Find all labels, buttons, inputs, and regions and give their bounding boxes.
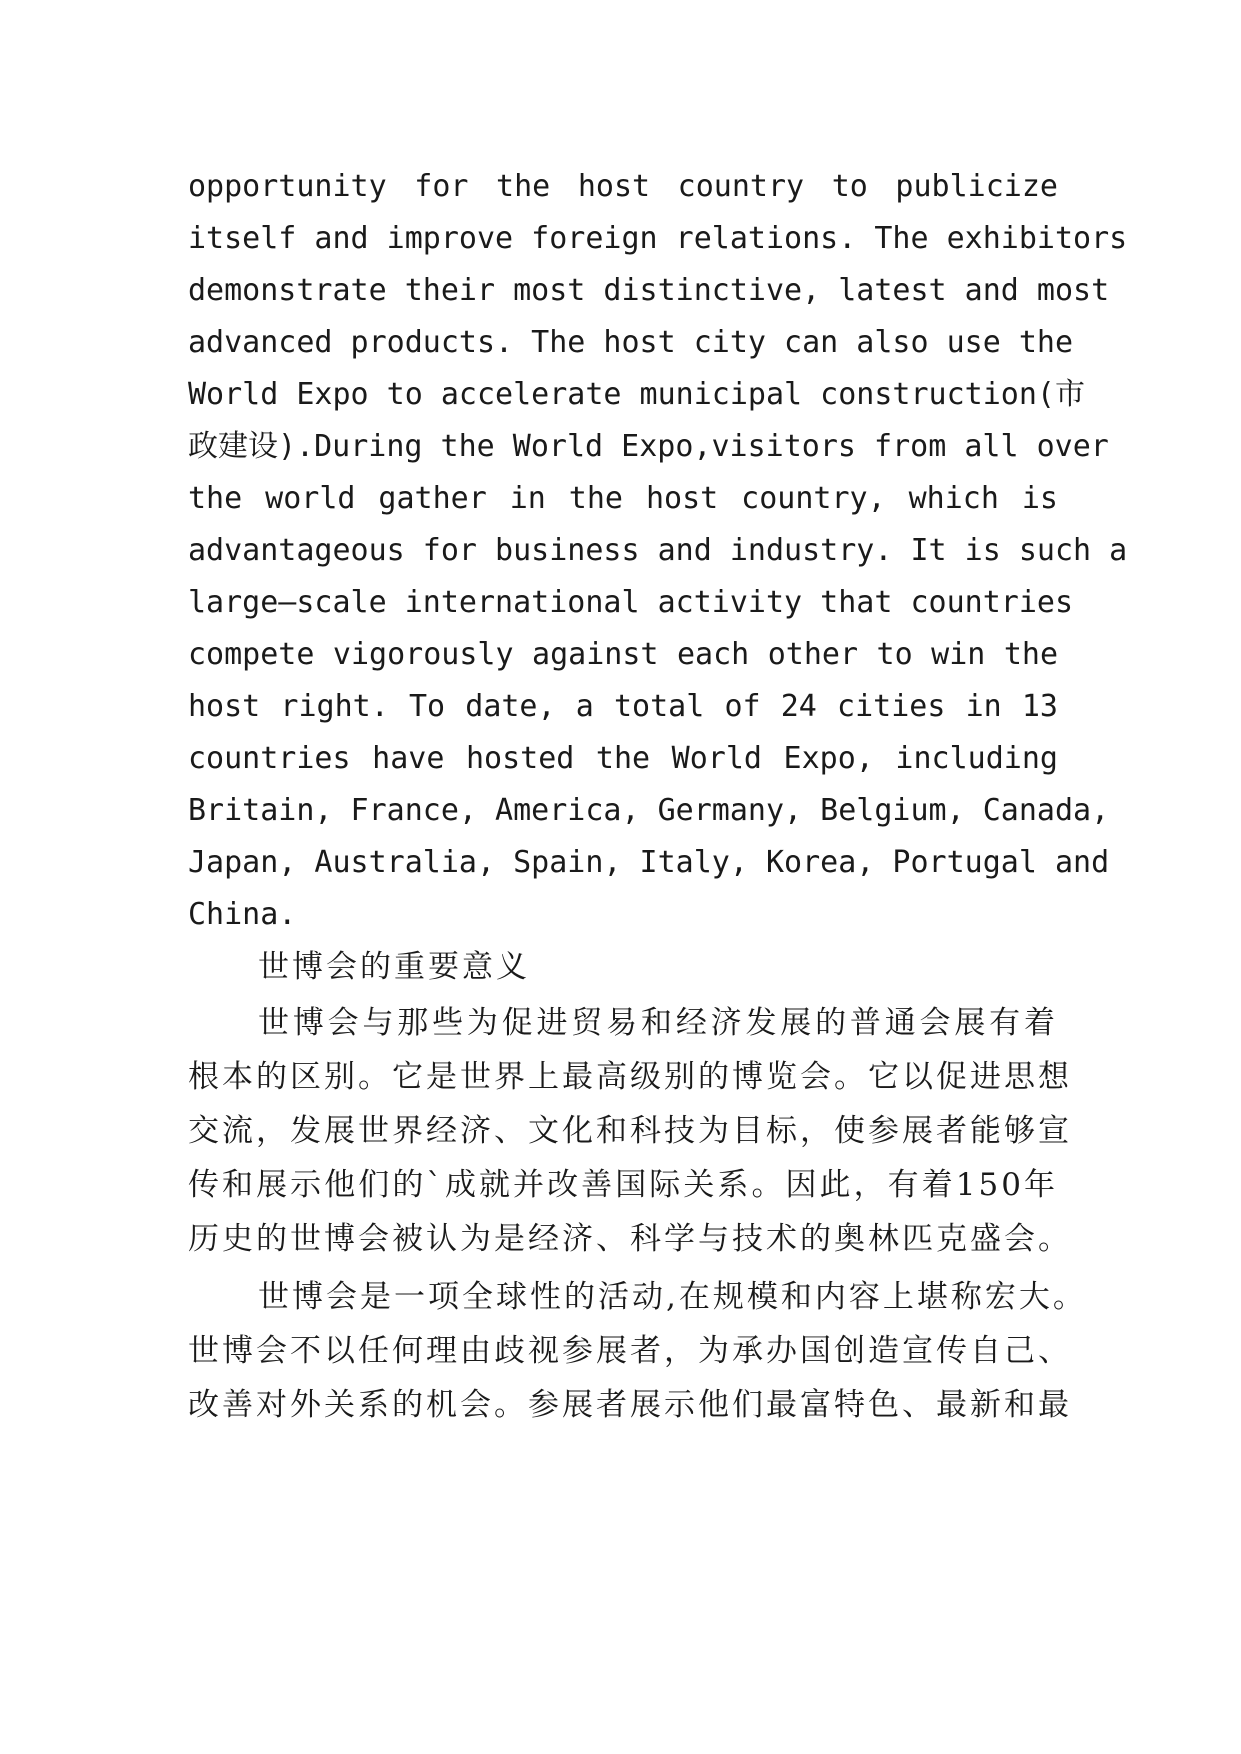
paragraph-line: 根本的区别。它是世界上最高级别的博览会。它以促进思想 (188, 1059, 1072, 1095)
paragraph-line: 传和展示他们的`成就并改善国际关系。因此，有着150年 (188, 1167, 1058, 1203)
text-line: advanced products. The host city can also use the (188, 325, 1074, 360)
text-line: China. (188, 897, 297, 932)
paragraph-line: 历史的世博会被认为是经济、科学与技术的奥林匹克盛会。 (188, 1221, 1072, 1257)
paragraph-line: 交流，发展世界经济、文化和科技为目标，使参展者能够宣 (188, 1113, 1072, 1149)
text-line: itself and improve foreign relations. The exhibitors (188, 221, 1128, 256)
paragraph-line: 改善对外关系的机会。参展者展示他们最富特色、最新和最 (188, 1387, 1072, 1423)
text-line: large—scale international activity that countries (188, 585, 1074, 620)
text-line: Britain, France, America, Germany, Belgium, Canada, (188, 793, 1110, 828)
text-line: the world gather in the host country, which is (188, 481, 1058, 516)
text-line: World Expo to accelerate municipal construction(市 (188, 377, 1085, 412)
section-heading: 世博会的重要意义 (258, 949, 530, 985)
text-line: Japan, Australia, Spain, Italy, Korea, Portugal and (188, 845, 1110, 880)
text-line: countries have hosted the World Expo, including (188, 741, 1058, 776)
text-line: 政建设).During the World Expo,visitors from all over (188, 429, 1109, 464)
paragraph-line: 世博会与那些为促进贸易和经济发展的普通会展有着 (258, 1005, 1058, 1041)
text-line: demonstrate their most distinctive, latest and most (188, 273, 1110, 308)
paragraph-line: 世博会是一项全球性的活动,在规模和内容上堪称宏大。 (258, 1279, 1087, 1315)
text-line: advantageous for business and industry. It is such a (188, 533, 1128, 568)
text-line: host right. To date, a total of 24 cities in 13 (188, 689, 1058, 724)
text-line: opportunity for the host country to publicize (188, 169, 1058, 204)
text-line: compete vigorously against each other to win the (188, 637, 1058, 672)
paragraph-line: 世博会不以任何理由歧视参展者，为承办国创造宣传自己、 (188, 1333, 1072, 1369)
